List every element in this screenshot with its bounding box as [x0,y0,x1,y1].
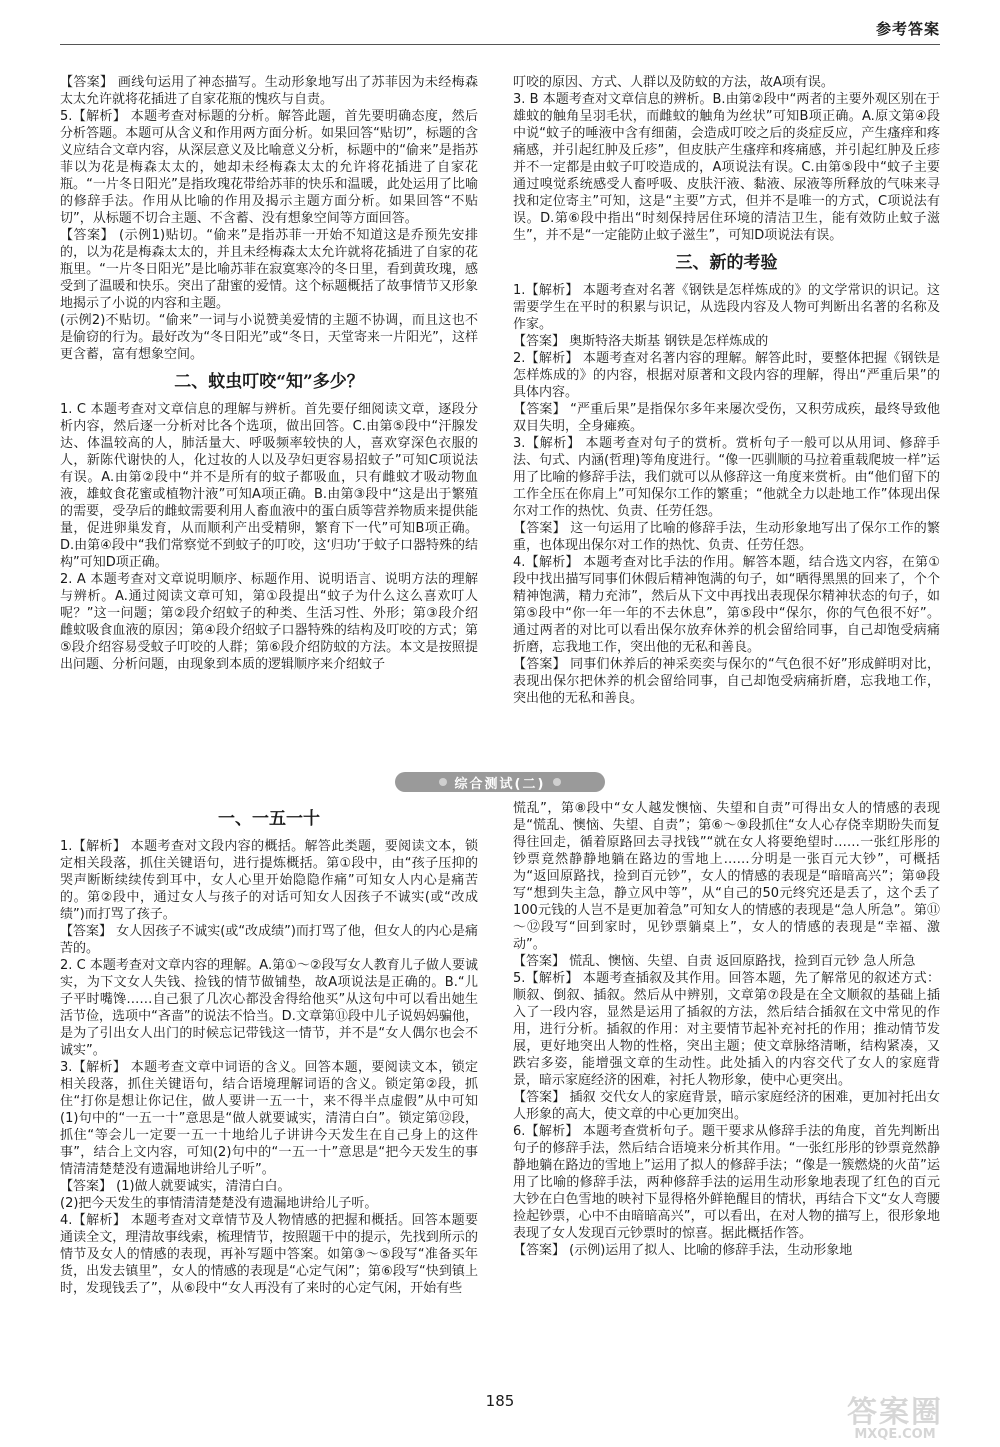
answer-paragraph: 【答案】 这一句运用了比喻的修辞手法，生动形象地写出了保尔工作的繁重，也体现出保尔对工作的热忱、负责、任劳任怨。 [513,521,940,553]
answer-paragraph: 【答案】 慌乱、懊恼、失望、自责 返回原路找，捡到百元钞 急人所急 [513,954,916,969]
answer-paragraph: 【答案】 插叙 交代女人的家庭背景，暗示家庭经济的困难，更加衬托出女人形象的高大，使文章的中心更加突出。 [513,1090,940,1122]
answer-paragraph: 【答案】 (示例)运用了拟人、比喻的修辞手法，生动形象地 [513,1243,853,1258]
bottom-right-column [513,800,940,1380]
analysis-paragraph: 3.【解析】 本题考查对句子的赏析。赏析句子一般可以从用词、修辞手法、句式、内涵(哲理)等角度进行。“像一匹驯顺的马拉着重载爬坡一样”运用了比喻的修辞手法，我们就可以从修辞这一角度来赏析。由“他们留下的工作全压在你肩上”可知保尔工作的繁重；“他就全力以赴地工作”体现出保尔对工作的热忱、负责、任劳任怨。 [513,436,940,519]
header-rule [60,44,940,45]
analysis-paragraph: 5.【解析】 本题考查插叙及其作用。回答本题，先了解常见的叙述方式：顺叙、倒叙、插叙。然后从中辨别，文章第⑦段是在全文顺叙的基础上插入了一段内容，显然是运用了插叙的方法，然后结合插叙在文中常见的作用，进行分析。插叙的作用：对主要情节起补充衬托的作用；推动情节发展，更好地突出人物的性格，突出主题；使文章脉络清晰，结构紧凑，又跌宕多姿，能增强文章的生动性。此处插入的内容交代了女人的家庭背景，暗示家庭经济的困难，衬托人物形象，使中心更突出。 [513,971,940,1088]
answer-paragraph: 【答案】 (1)做人就要诚实，清清白白。 [60,1179,291,1194]
answer-paragraph: 【答案】 女人因孩子不诚实(或“改成绩”)而打骂了他，但女人的内心是痛苦的。 [60,924,478,956]
answer-paragraph: 【答案】 “严重后果”是指保尔多年来屡次受伤，又积劳成疾，最终导致他双目失明，全身瘫痪。 [513,402,940,434]
answer-paragraph: 【答案】 同事们休养后的神采奕奕与保尔的“气色很不好”形成鲜明对比，表现出保尔把休养的机会留给同事，自己却饱受病痛折磨，忘我地工作，突出他的无私和善良。 [513,657,940,706]
analysis-paragraph: 3.【解析】 本题考查文章中词语的含义。回答本题，要阅读文本，锁定相关段落，抓住关键语句，结合语境理解词语的含义。锁定第②段，抓住“打你是想让你记住，做人要讲一五一十，来不得半点虚假”从中可知(1)句中的“一五一十”意思是“做人就要诚实，清清白白”。锁定第⑫段，抓住“等会儿一定要一五一十地给儿子讲讲今天发生在自己身上的这件事”，结合上文内容，可知(2)句中的“一五一十”意思是“把今天发生的事情清清楚楚没有遗漏地讲给儿子听”。 [60,1060,478,1177]
analysis-paragraph: 1.【解析】 本题考查对名著《钢铁是怎样炼成的》的文学常识的识记。这需要学生在平时的积累与识记，从选段内容及人物可判断出名著的名称及作家。 [513,283,940,332]
analysis-paragraph: 6.【解析】 本题考查赏析句子。题干要求从修辞手法的角度，首先判断出句子的修辞手法，然后结合语境来分析其作用。“一张红彤彤的钞票竟然静静地躺在路边的雪地上”运用了拟人的修辞手法；“像是一簇燃烧的火苗”运用了比喻的修辞手法，两种修辞手法的运用生动形象地表现了红色的百元大钞在白色雪地的映衬下显得格外鲜艳醒目的情状，再结合下文“女人弯腰捡起钞票，心中不由暗暗高兴”，可以看出，在对人物的描写上，很形象地表现了女人发现百元钞票时的惊喜。据此概括作答。 [513,1124,940,1241]
analysis-paragraph: 1.【解析】 本题考查对文段内容的概括。解答此类题，要阅读文本，锁定相关段落，抓住关键语句，进行提炼概括。第①段中，由“孩子压抑的哭声断断续续传到耳中，女人心里开始隐隐作痛”可知女人内心是痛苦的。第②段中，通过女人与孩子的对话可知女人因孩子不诚实(或“改成绩”)而打骂了孩子。 [60,839,478,922]
analysis-paragraph: 4.【解析】 本题考查对比手法的作用。解答本题，结合选文内容，在第①段中找出描写同事们休假后精神饱满的句子，如“晒得黑黑的回来了，个个精神饱满，精力充沛”，然后从下文中再找出表现保尔精神状态的句子，如第⑤段中“你一年一年的不去休息”，第⑤段中“保尔，你的气色很不好”。通过两者的对比可以看出保尔放弃休养的机会留给同事，自己却饱受病痛折磨，忘我地工作，突出他的无私和善良。 [513,555,940,655]
question-item: 1. C 本题考查对文章信息的理解与辨析。首先要仔细阅读文章，逐段分析内容，然后逐一分析对比各个选项，做出回答。C.由第⑤段中“汗腺发达、体温较高的人，肺活量大、呼吸频率较快的人，喜欢穿深色衣服的人，新陈代谢快的人，化过妆的人以及孕妇更容易招蚊子”可知C项说法有误。A.由第②段中“并不是所有的蚊子都吸血，只有雌蚊才吸动物血液，雄蚊食花蜜或植物汁液”可知A项正确。B.由第③段中“这是出于繁殖的需要，受孕后的雌蚊需要利用人畜血液中的蛋白质等营养物质来提供能量，促进卵巢发育，从而顺利产出受精卵，繁育下一代”可知B项正确。D.由第④段中“我们常察觉不到蚊子的叮咬，这‘归功’于蚊子口器特殊的结构”可知D项正确。 [60,402,478,570]
top-right-column [513,74,940,764]
answer-paragraph: (示例2)不贴切。“偷来”一词与小说赞美爱情的主题不协调，而且这也不是偷窃的行为。最好改为“冬日阳光”或“冬日，天堂寄来一片阳光”，这样更含蓄，富有想象空间。 [60,313,478,362]
continued-paragraph: 叮咬的原因、方式、人群以及防蚊的方法，故A项有误。 [513,75,834,90]
answer-paragraph: 【答案】 画线句运用了神态描写。生动形象地写出了苏菲因为未经梅森太太允许就将花插进了自家花瓶的愧疚与自责。 [60,75,478,107]
watermark-big: 答案圈 [847,1394,943,1430]
section-title-yiwu: 一、一五一十 [218,809,320,829]
section-title-new-test: 三、新的考验 [675,253,778,273]
continued-paragraph: 慌乱”，第⑧段中“女人越发懊恼、失望和自责”可得出女人的情感的表现是“慌乱、懊恼、失望、自责”；第⑥～⑨段抓住“女人心存侥幸期盼失而复得往回走，循着原路回去寻找钱”“就在女人将要绝望时……一张红彤彤的钞票竟然静静地躺在路边的雪地上……分明是一张百元大钞”，可概括为“返回原路找，捡到百元钞”，女人的情感的表现是“暗暗高兴”；第⑩段写“想到失主急，静立风中等”，从“自己的50元终究还是丢了，这个丢了100元钱的人岂不是更加着急”可知女人的情感的表现是“急人所急”。第⑪～⑫段写“回到家时，见钞票躺桌上”，女人的情感的表现是“幸福、激动”。 [513,801,940,952]
answer-paragraph: (2)把今天发生的事情清清楚楚没有遗漏地讲给儿子听。 [60,1196,378,1211]
analysis-paragraph: 2.【解析】 本题考查对名著内容的理解。解答此时，要整体把握《钢铁是怎样炼成的》的内容，根据对原著和文段内容的理解，得出“严重后果”的具体内容。 [513,351,940,400]
banner-dot [553,778,561,786]
answer-paragraph: 【答案】 奥斯特洛夫斯基 钢铁是怎样炼成的 [513,334,769,349]
analysis-paragraph: 4.【解析】 本题考查对文章情节及人物情感的把握和概括。回答本题要通读全文，理清故事线索，梳理情节，按照题干中的提示，先找到所示的情节及女人的情感的表现，再补写题中答案。如第③～⑤段写“准备买年货，出发去镇里”，女人的情感的表现是“心定气闲”；第⑥段写“快到镇上时，发现钱丢了”，从⑥段中“女人再没有了来时的心定气闲，开始有些 [60,1213,478,1296]
test-banner [395,772,605,792]
answer-paragraph: 【答案】 (示例1)贴切。“偷来”是指苏菲一开始不知道这是乔预先安排的，以为花是梅森太太的，并且未经梅森太太允许就将花插进了自家的花瓶里。“一片冬日阳光”是比喻苏菲在寂寞寒冷的冬日里，看到黄玫瑰，感受到了温暖和快乐。突出了甜蜜的爱情。这个标题概括了故事情节又形象地揭示了小说的内容和主题。 [60,228,478,311]
banner-label: 综合测试(二) [454,776,546,792]
watermark-small: MXQE.COM [854,1426,936,1442]
question-item: 2. A 本题考查对文章说明顺序、标题作用、说明语言、说明方法的理解与辨析。A.通过阅读文章可知，第①段提出“蚊子为什么这么喜欢叮人呢？”这一问题；第②段介绍蚊子的种类、生活习性、外形；第③段介绍雌蚊吸食血液的原因；第④段介绍蚊子口器特殊的结构及叮咬的方式；第⑤段介绍容易受蚊子叮咬的人群；第⑥段介绍防蚊的方法。本文是按照提出问题、分析问题，由现象到本质的逻辑顺序来介绍蚊子 [60,572,478,672]
header-title: 参考答案 [875,20,940,38]
bottom-left-column [60,800,478,1380]
banner-dot [439,778,447,786]
top-left-column [60,74,478,764]
question-item: 2. C 本题考查对文章内容的理解。A.第①～②段写女人教育儿子做人要诚实，为下文女人失钱、捡钱的情节做铺垫，故A项说法是正确的。B.“儿子平时嘴馋……自己狠了几次心都没舍得给他买”从这句中可以看出她生活节俭，选项中“吝啬”的说法不恰当。D.文章第⑪段中儿子说妈妈骗他，是为了引出女人出门的时候忘记带钱这一情节，并不是“女人偶尔也会不诚实”。 [60,958,478,1058]
page-number: 185 [485,1392,515,1410]
question-item: 3. B 本题考查对文章信息的辨析。B.由第②段中“两者的主要外观区别在于雄蚊的触角呈羽毛状，而雌蚊的触角为丝状”可知B项正确。A.原文第④段中说“蚊子的唾液中含有细菌，会造成叮咬之后的炎症反应，产生瘙痒和疼痛感，并引起红肿及丘疹”，但皮肤产生瘙痒和疼痛感，并引起红肿及丘疹并不一定都是由蚊子叮咬造成的，A项说法有误。C.由第⑤段中“蚊子主要通过嗅觉系统感受人畜呼吸、皮肤汗液、黏液、尿液等所释放的气味来寻找和定位寄主”可知，这是“主要”方式，但并不是唯一的方式，C项说法有误。D.第⑥段中指出“时刻保持居住环境的清洁卫生，能有效防止蚊子滋生”，并不是“一定能防止蚊子滋生”，可知D项说法有误。 [513,92,940,243]
section-title-mosquito: 二、蚊虫叮咬“知”多少？ [174,372,364,392]
watermark-logo [820,1388,970,1440]
analysis-paragraph: 5.【解析】 本题考查对标题的分析。解答此题，首先要明确态度，然后分析答题。本题可从含义和作用两方面分析。如果回答“贴切”，标题的含义应结合文章内容，从深层意义及比喻意义分析，标题中的“偷来”是指苏菲以为花是梅森太太的，她却未经梅森太太的允许将花插进了自家花瓶。“一片冬日阳光”是指玫瑰花带给苏菲的快乐和温暖，此处运用了比喻的修辞手法。作用从比喻的作用及揭示主题方面分析。如果回答“不贴切”，从标题不切合主题、不含蓄、没有想象空间等方面回答。 [60,109,478,226]
